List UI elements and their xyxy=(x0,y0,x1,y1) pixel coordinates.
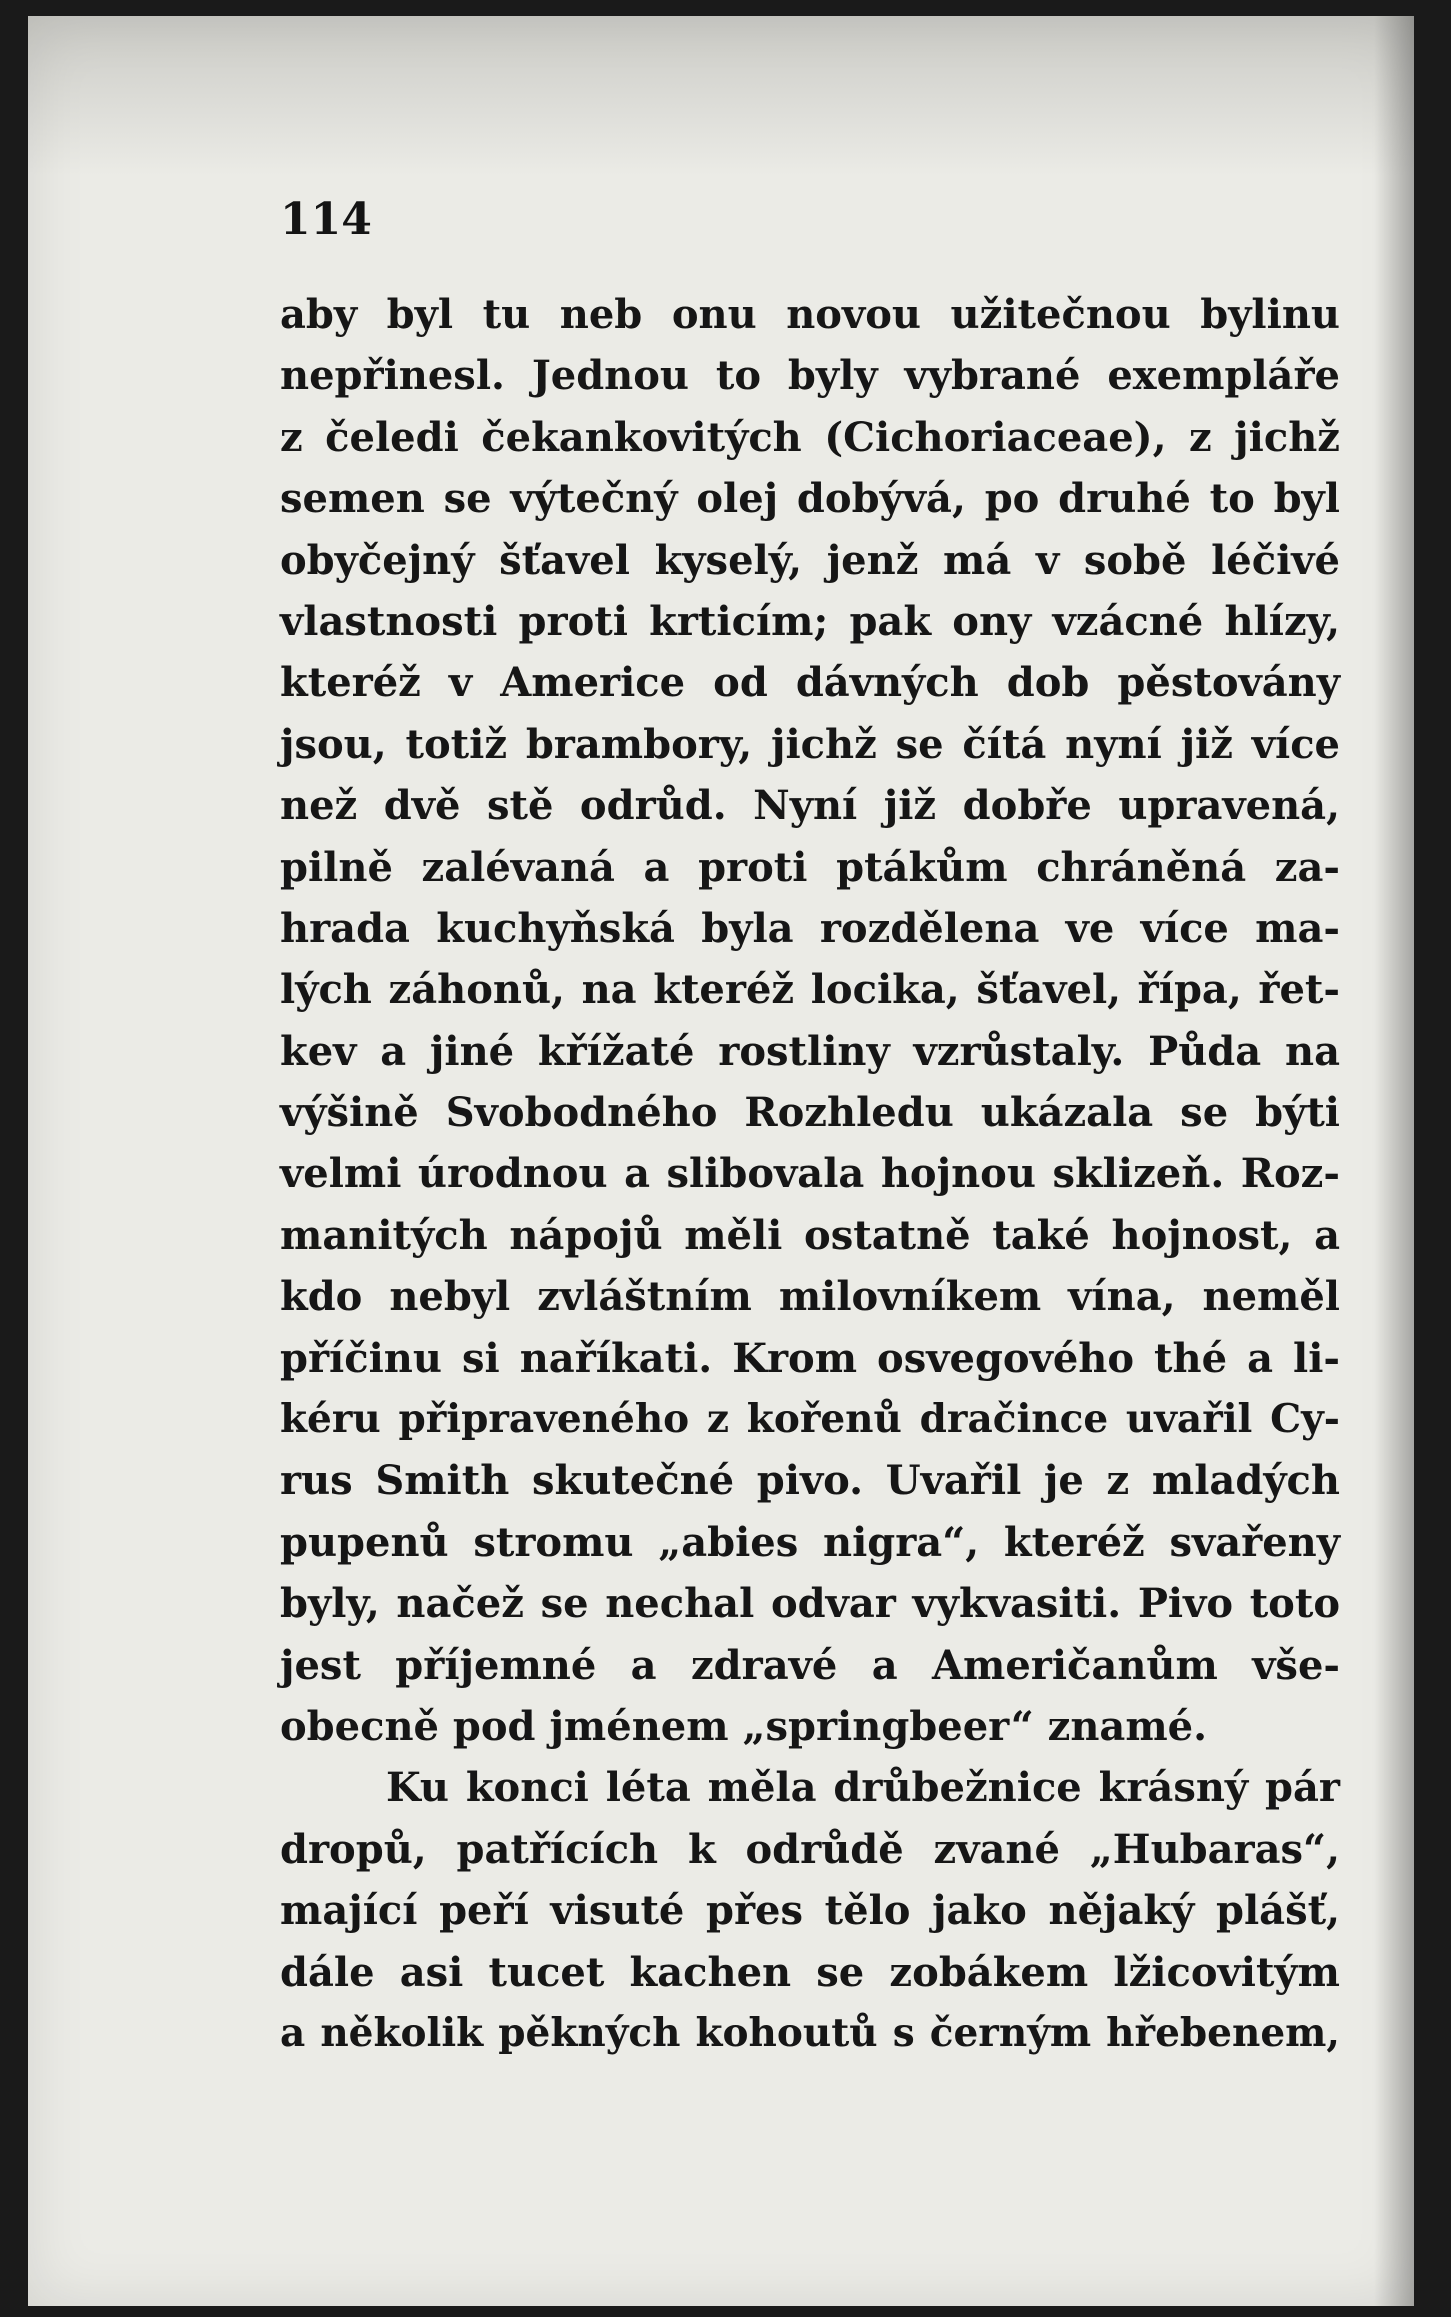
text-line: příčinu si naříkati. Krom osvegového thé a li- xyxy=(280,1334,1340,1382)
text-line: výšině Svobodného Rozhledu ukázala se býti xyxy=(280,1089,1340,1137)
text-line: aby byl tu neb onu novou užitečnou bylinu xyxy=(280,291,1340,338)
text-line: pupenů stromu „abies nigra“, kteréž svařeny xyxy=(280,1518,1340,1566)
page-number: 114 xyxy=(280,194,372,245)
text-line: lých záhonů, na kteréž locika, šťavel, řípa, řet- xyxy=(280,966,1340,1014)
text-line: mající peří visuté přes tělo jako nějaký plášť, xyxy=(280,1887,1340,1935)
text-line: velmi úrodnou a slibovala hojnou sklizeň. Roz- xyxy=(280,1150,1340,1198)
text-line: vlastnosti proti krticím; pak ony vzácné hlízy, xyxy=(280,597,1340,645)
text-line: a několik pěkných kohoutů s černým hřebenem, xyxy=(280,2009,1340,2056)
text-line: obyčejný šťavel kyselý, jenž má v sobě léčivé xyxy=(280,536,1340,584)
body-text xyxy=(280,284,1340,2064)
text-line: pilně zalévaná a proti ptákům chráněná za- xyxy=(280,843,1340,891)
text-line: kteréž v Americe od dávných dob pěstovány xyxy=(280,659,1340,707)
text-line: manitých nápojů měli ostatně také hojnost, a xyxy=(280,1211,1340,1259)
text-line: dále asi tucet kachen se zobákem lžicovitým xyxy=(280,1948,1340,1996)
text-line: rus Smith skutečné pivo. Uvařil je z mladých xyxy=(280,1457,1340,1505)
text-line: než dvě stě odrůd. Nyní již dobře upravená, xyxy=(280,782,1340,830)
text-line: z čeledi čekankovitých (Cichoriaceae), z jichž xyxy=(280,413,1340,461)
text-line: kéru připraveného z kořenů dračince uvařil Cy- xyxy=(280,1396,1340,1443)
text-line: jsou, totiž brambory, jichž se čítá nyní již více xyxy=(280,720,1340,768)
text-line: hrada kuchyňská byla rozdělena ve více ma- xyxy=(280,904,1340,952)
text-line: dropů, patřících k odrůdě zvané „Hubaras“, xyxy=(280,1825,1340,1873)
text-line: kev a jiné křížaté rostliny vzrůstaly. Půda na xyxy=(280,1027,1340,1075)
text-line: obecně pod jménem „springbeer“ znamé. xyxy=(280,1702,1208,1750)
text-line: kdo nebyl zvláštním milovníkem vína, neměl xyxy=(280,1273,1340,1321)
text-line: semen se výtečný olej dobývá, po druhé to byl xyxy=(280,475,1340,523)
book-page xyxy=(28,16,1414,2306)
text-line: jest příjemné a zdravé a Američanům vše- xyxy=(280,1641,1340,1689)
text-line: byly, načež se nechal odvar vykvasiti. Pivo toto xyxy=(280,1580,1340,1628)
text-line: nepřinesl. Jednou to byly vybrané exempláře xyxy=(280,352,1340,400)
text-line: Ku konci léta měla drůbežnice krásný pár xyxy=(386,1764,1340,1812)
